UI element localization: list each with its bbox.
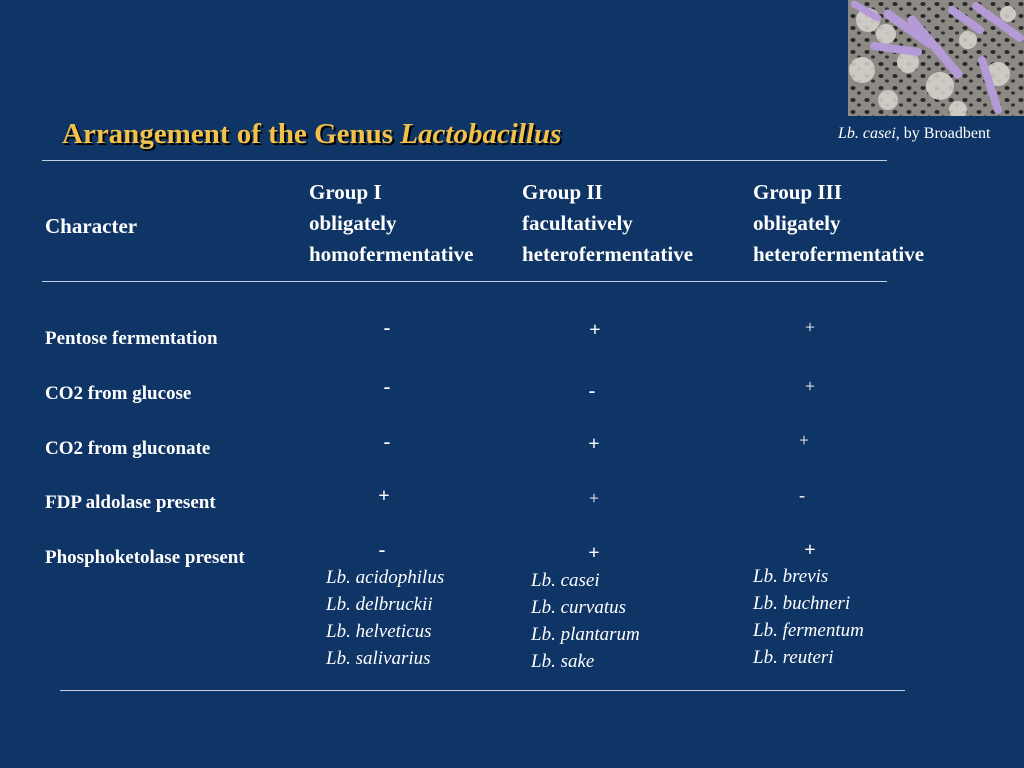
cell-phosphoketolase-group-3: + (804, 539, 816, 561)
slide-title (62, 118, 561, 151)
group-1-name: Group I (309, 180, 382, 204)
cell-fdp-aldolase-group-2: + (588, 488, 600, 508)
cell-co2-gluconate-group-1: - (383, 431, 391, 453)
cell-phosphoketolase-group-1: - (378, 539, 386, 561)
cell-fdp-aldolase-group-3: - (799, 485, 805, 505)
species-list-group-2 (531, 567, 640, 675)
title-genus: Lactobacillus (400, 118, 562, 150)
header-rule (42, 281, 887, 282)
cell-co2-gluconate-group-2: + (588, 433, 600, 455)
species-item: Lb. curvatus (531, 597, 626, 618)
image-caption (838, 125, 990, 143)
top-rule (42, 160, 887, 161)
cell-co2-glucose-group-1: - (383, 376, 391, 398)
species-list-group-1 (326, 564, 444, 672)
group-2-type-line1: facultatively (522, 211, 633, 235)
cell-pentose-group-1: - (383, 317, 391, 339)
species-item: Lb. brevis (753, 566, 829, 587)
row-label-co2-glucose: CO2 from glucose (45, 383, 192, 404)
group-1-type-line2: homofermentative (309, 242, 474, 266)
species-item: Lb. helveticus (326, 621, 432, 642)
group-3-header (753, 177, 924, 270)
caption-credit: , by Broadbent (895, 125, 991, 142)
row-label-co2-gluconate: CO2 from gluconate (45, 438, 211, 459)
group-3-type-line1: obligately (753, 211, 841, 235)
cell-fdp-aldolase-group-1: + (378, 485, 390, 507)
micrograph-image (848, 0, 1024, 116)
species-item: Lb. sake (531, 651, 595, 672)
row-label-phosphoketolase: Phosphoketolase present (45, 547, 245, 568)
species-item: Lb. plantarum (531, 624, 640, 645)
species-list-group-3 (753, 563, 864, 671)
cell-pentose-group-3: + (804, 317, 816, 337)
character-header: Character (45, 214, 138, 238)
group-2-header (522, 177, 693, 270)
species-item: Lb. reuteri (753, 647, 834, 668)
group-3-name: Group III (753, 180, 842, 204)
cell-phosphoketolase-group-2: + (588, 542, 600, 564)
species-item: Lb. fermentum (753, 620, 864, 641)
caption-species: Lb. casei (838, 125, 896, 142)
group-2-name: Group II (522, 180, 603, 204)
species-item: Lb. casei (531, 570, 600, 591)
species-item: Lb. buchneri (753, 593, 851, 614)
cell-co2-gluconate-group-3: + (798, 430, 810, 450)
row-label-fdp-aldolase: FDP aldolase present (45, 492, 216, 513)
bottom-rule (60, 690, 905, 691)
species-item: Lb. delbruckii (326, 594, 433, 615)
group-1-header (309, 177, 473, 270)
title-text: Arrangement of the Genus (62, 118, 401, 150)
row-label-pentose: Pentose fermentation (45, 328, 218, 349)
cell-co2-glucose-group-3: + (804, 376, 816, 396)
species-item: Lb. acidophilus (326, 567, 445, 588)
cell-pentose-group-2: + (589, 319, 601, 341)
group-2-type-line2: heterofermentative (522, 242, 694, 266)
species-item: Lb. salivarius (326, 648, 431, 669)
group-1-type-line1: obligately (309, 211, 397, 235)
group-3-type-line2: heterofermentative (753, 242, 925, 266)
cell-co2-glucose-group-2: - (588, 380, 596, 402)
